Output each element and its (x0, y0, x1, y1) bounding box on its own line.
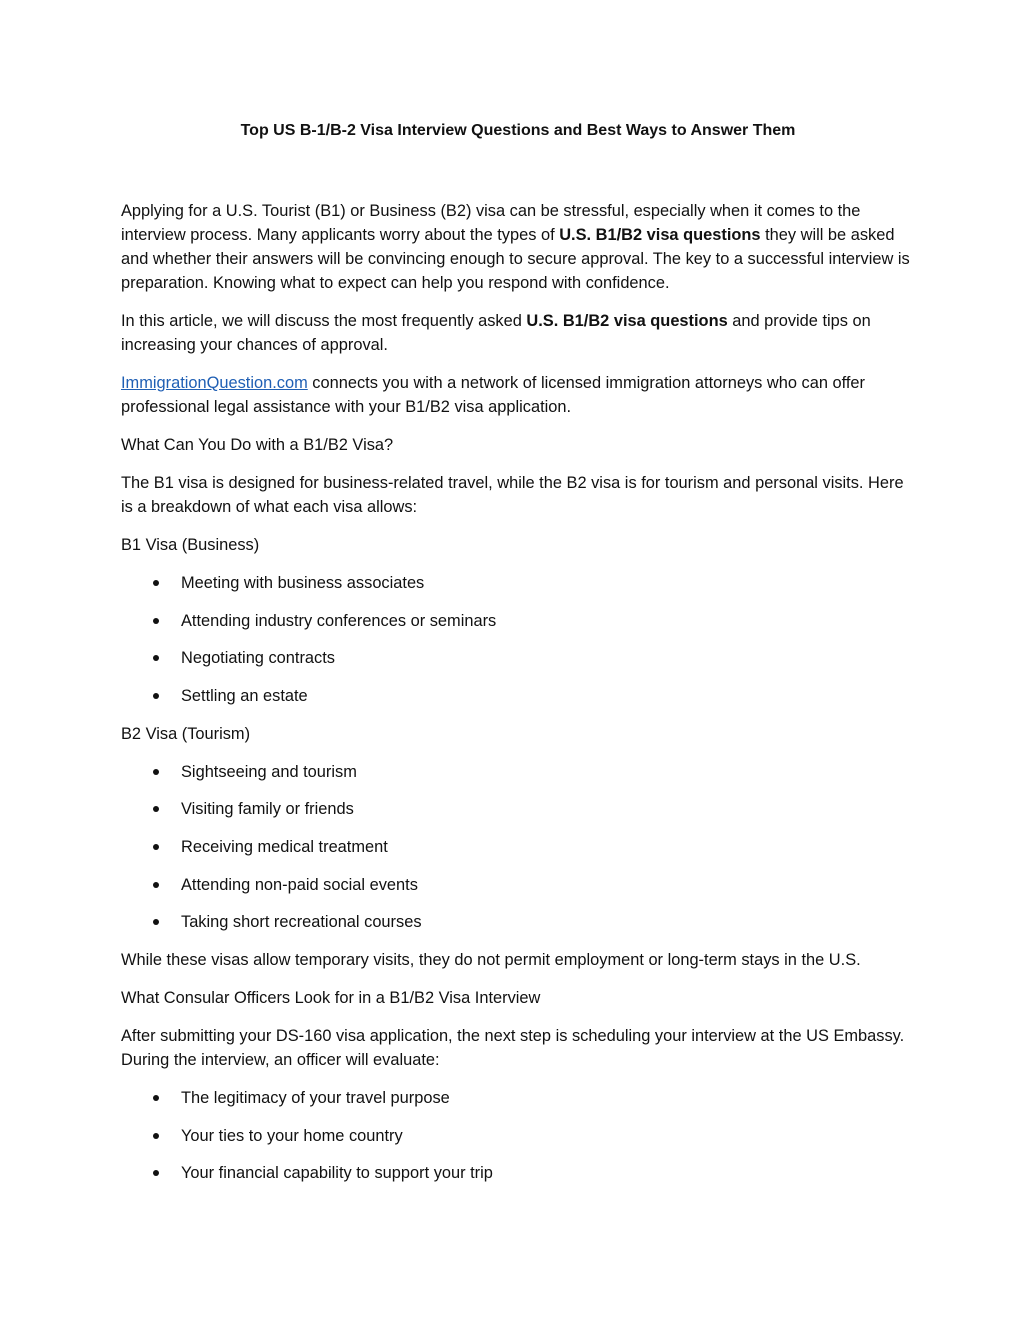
list-item-text: The legitimacy of your travel purpose (181, 1089, 450, 1108)
immigration-text: connects you with a network of licensed immigration attorneys who can offer professional legal assistance with your B1/B2 visa application. (121, 374, 866, 416)
intro-paragraph (121, 199, 911, 295)
bullet-icon (153, 882, 159, 888)
list-item (121, 609, 911, 633)
list-item (121, 571, 911, 595)
list-item-text: Meeting with business associates (181, 574, 425, 592)
b1-heading: B1 Visa (Business) (121, 536, 260, 554)
b2-list (121, 760, 911, 934)
article-text-1: In this article, we will discuss the most frequently asked (121, 312, 527, 330)
list-item (121, 797, 911, 821)
list-item (121, 835, 911, 859)
bullet-icon (153, 806, 159, 812)
article-paragraph (121, 309, 911, 357)
list-item-text: Negotiating contracts (181, 649, 335, 668)
list-item (121, 684, 911, 708)
list-item-text: Your ties to your home country (181, 1126, 403, 1145)
breakdown-paragraph: The B1 visa is designed for business-related travel, while the B2 visa is for tourism and personal visits. Here is a breakdown of what each visa allows: (121, 474, 904, 516)
bullet-icon (153, 580, 159, 586)
intro-bold-keyword: U.S. B1/B2 visa questions (559, 226, 761, 244)
article-bold-keyword: U.S. B1/B2 visa questions (526, 312, 728, 330)
bullet-icon (153, 1133, 159, 1139)
list-item (121, 646, 911, 670)
immigration-paragraph (121, 371, 911, 419)
list-item (121, 873, 911, 897)
intro-text-1: Applying for a U.S. Tourist (B1) or Business (B2) visa can be stressful, especially when it comes to the interview process. Many applicants worry about the types of (121, 202, 861, 244)
list-item-text: Settling an estate (181, 686, 308, 705)
what-can-you-do-heading: What Can You Do with a B1/B2 Visa? (121, 436, 394, 454)
document-page (121, 118, 911, 1199)
bullet-icon (153, 1095, 159, 1101)
bullet-icon (153, 769, 159, 775)
temporary-visits-paragraph: While these visas allow temporary visits, they do not permit employment or long-term stays in the U.S. (121, 951, 861, 970)
list-item-text: Attending industry conferences or seminars (181, 611, 497, 630)
list-item-text: Visiting family or friends (181, 800, 354, 819)
list-item (121, 1086, 911, 1110)
immigrationquestion-link[interactable]: ImmigrationQuestion.com (121, 374, 308, 392)
list-item-text: Attending non-paid social events (181, 875, 418, 894)
list-item-text: Sightseeing and tourism (181, 762, 357, 781)
b2-heading: B2 Visa (Tourism) (121, 724, 251, 743)
bullet-icon (153, 844, 159, 850)
list-item-text: Your financial capability to support your trip (181, 1164, 493, 1183)
list-item-text: Taking short recreational courses (181, 913, 422, 932)
list-item (121, 1124, 911, 1148)
intro-text-2: they will be asked and whether their answers will be convincing enough to secure approval. The key to a successful interview is preparation. Knowing what to expect can help you respond with confidence. (121, 226, 910, 292)
bullet-icon (153, 693, 159, 699)
bullet-icon (153, 1170, 159, 1176)
list-item (121, 760, 911, 784)
b1-list (121, 571, 911, 708)
bullet-icon (153, 618, 159, 624)
list-item-text: Receiving medical treatment (181, 837, 388, 856)
bullet-icon (153, 919, 159, 925)
after-submitting-paragraph: After submitting your DS-160 visa application, the next step is scheduling your interview at the US Embassy. During the interview, an officer will evaluate: (121, 1027, 905, 1070)
consular-officers-heading: What Consular Officers Look for in a B1/B2 Visa Interview (121, 989, 541, 1008)
article-text-2: and provide tips on increasing your chances of approval. (121, 312, 871, 354)
list-item (121, 1161, 911, 1185)
bullet-icon (153, 655, 159, 661)
list-item (121, 910, 911, 934)
evaluate-list (121, 1086, 911, 1185)
document-title: Top US B-1/B-2 Visa Interview Questions and Best Ways to Answer Them (240, 122, 796, 139)
